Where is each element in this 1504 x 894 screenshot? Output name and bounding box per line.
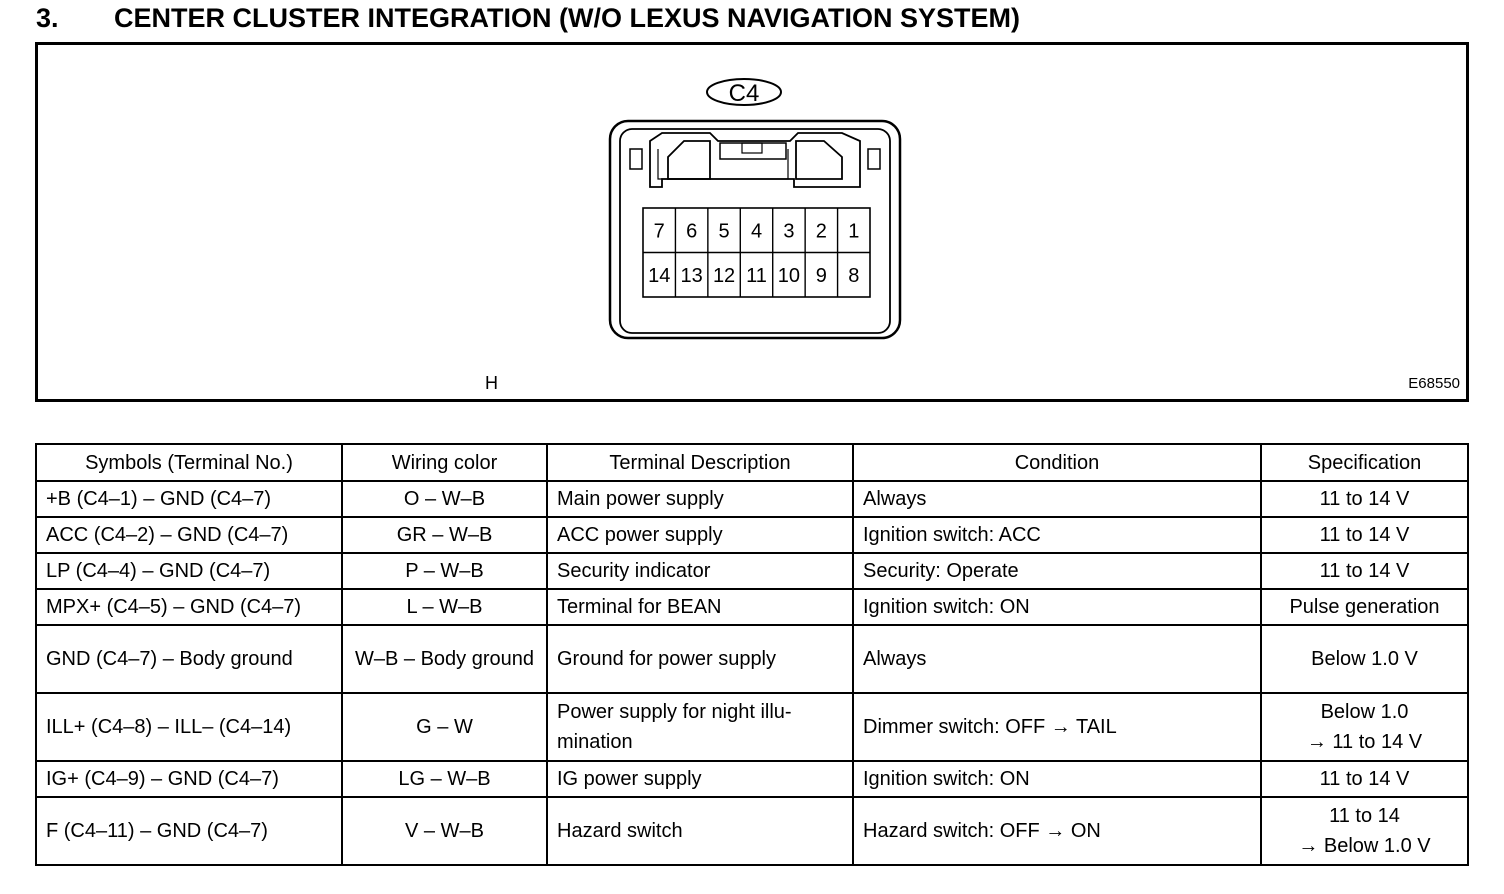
cell-wiring-color: GR – W–B [342,517,547,553]
cell-condition: Security: Operate [853,553,1261,589]
pin-number: 4 [750,220,763,243]
cell-condition: Always [853,481,1261,517]
latch-inner [658,149,788,179]
cell-symbols: ILL+ (C4–8) – ILL– (C4–14) [36,693,342,761]
cell-specification [1261,693,1468,761]
cell-condition: Ignition switch: ACC [853,517,1261,553]
table-row [36,797,1468,865]
cell-symbols: IG+ (C4–9) – GND (C4–7) [36,761,342,797]
header-condition: Condition [853,444,1261,481]
pin-number: 8 [848,264,860,287]
connector-figure [35,42,1469,402]
pin-number: 9 [815,264,827,287]
pin-grid [643,208,870,297]
pin-number: 5 [718,220,730,243]
cell-description: Hazard switch [547,797,853,865]
cell-symbols: MPX+ (C4–5) – GND (C4–7) [36,589,342,625]
specification-line: Pulse generation [1289,596,1440,618]
specification-line: 11 to 14 V [1319,560,1410,582]
cell-specification [1261,761,1468,797]
specification-line: 11 to 14 V [1319,768,1410,790]
cell-condition: Ignition switch: ON [853,761,1261,797]
cell-specification [1261,517,1468,553]
pin-number: 12 [712,264,736,287]
table-row [36,517,1468,553]
pin-number: 2 [815,220,827,243]
pin-number: 10 [777,264,801,287]
connector-label: C4 [728,80,760,107]
table-row [36,589,1468,625]
cell-wiring-color: LG – W–B [342,761,547,797]
specification-line: 11 to 14 V [1319,488,1410,510]
cell-wiring-color: W–B – Body ground [342,625,547,693]
figure-code: E68550 [1408,375,1460,392]
table-row [36,761,1468,797]
cell-condition: Always [853,625,1261,693]
specification-line: 11 to 14 V [1319,524,1410,546]
table-row [36,553,1468,589]
specification-line: → 11 to 14 V [1306,731,1423,753]
cell-description: Terminal for BEAN [547,589,853,625]
cell-specification [1261,553,1468,589]
left-key [668,141,710,179]
header-terminal-description: Terminal Description [547,444,853,481]
cell-condition: Dimmer switch: OFF → TAIL [853,693,1261,761]
pin-number: 7 [653,220,665,243]
figure-side-letter: H [485,373,498,393]
right-clip [868,149,880,169]
cell-wiring-color: O – W–B [342,481,547,517]
connector-c4-diagram [598,75,918,375]
cell-condition: Ignition switch: ON [853,589,1261,625]
cell-condition: Hazard switch: OFF → ON [853,797,1261,865]
cell-specification [1261,797,1468,865]
pin-number: 3 [783,220,795,243]
section-title: CENTER CLUSTER INTEGRATION (W/O LEXUS NAVIGATION SYSTEM) [114,3,1021,33]
cell-wiring-color: G – W [342,693,547,761]
cell-specification [1261,589,1468,625]
cell-specification [1261,625,1468,693]
cell-symbols: LP (C4–4) – GND (C4–7) [36,553,342,589]
pin-number: 6 [686,220,698,243]
header-symbols: Symbols (Terminal No.) [36,444,342,481]
table-row [36,481,1468,517]
cell-wiring-color: V – W–B [342,797,547,865]
cell-symbols: ACC (C4–2) – GND (C4–7) [36,517,342,553]
cell-symbols: GND (C4–7) – Body ground [36,625,342,693]
left-clip [630,149,642,169]
cell-wiring-color: L – W–B [342,589,547,625]
pin-number: 11 [746,264,767,287]
table-row [36,625,1468,693]
cell-description: ACC power supply [547,517,853,553]
cell-description: Security indicator [547,553,853,589]
pin-number: 14 [648,264,671,287]
cell-symbols: F (C4–11) – GND (C4–7) [36,797,342,865]
right-key [796,141,842,179]
section-number: 3. [36,3,59,33]
pin-number: 13 [680,264,703,287]
cell-symbols: +B (C4–1) – GND (C4–7) [36,481,342,517]
specification-line: Below 1.0 [1320,701,1409,723]
specification-line: Below 1.0 V [1311,648,1418,670]
center-tab-notch [742,143,762,153]
specification-line: 11 to 14 [1329,805,1400,827]
terminal-spec-table [35,443,1469,866]
section-heading [36,0,1020,38]
cell-description: IG power supply [547,761,853,797]
center-tab [720,143,786,159]
header-specification: Specification [1261,444,1468,481]
cell-description: Main power supply [547,481,853,517]
cell-specification [1261,481,1468,517]
cell-wiring-color: P – W–B [342,553,547,589]
header-wiring-color: Wiring color [342,444,547,481]
cell-description: Ground for power supply [547,625,853,693]
specification-line: → Below 1.0 V [1298,835,1431,857]
pin-number: 1 [848,220,860,243]
cell-description: Power supply for night illu- mination [547,693,853,761]
table-row [36,693,1468,761]
